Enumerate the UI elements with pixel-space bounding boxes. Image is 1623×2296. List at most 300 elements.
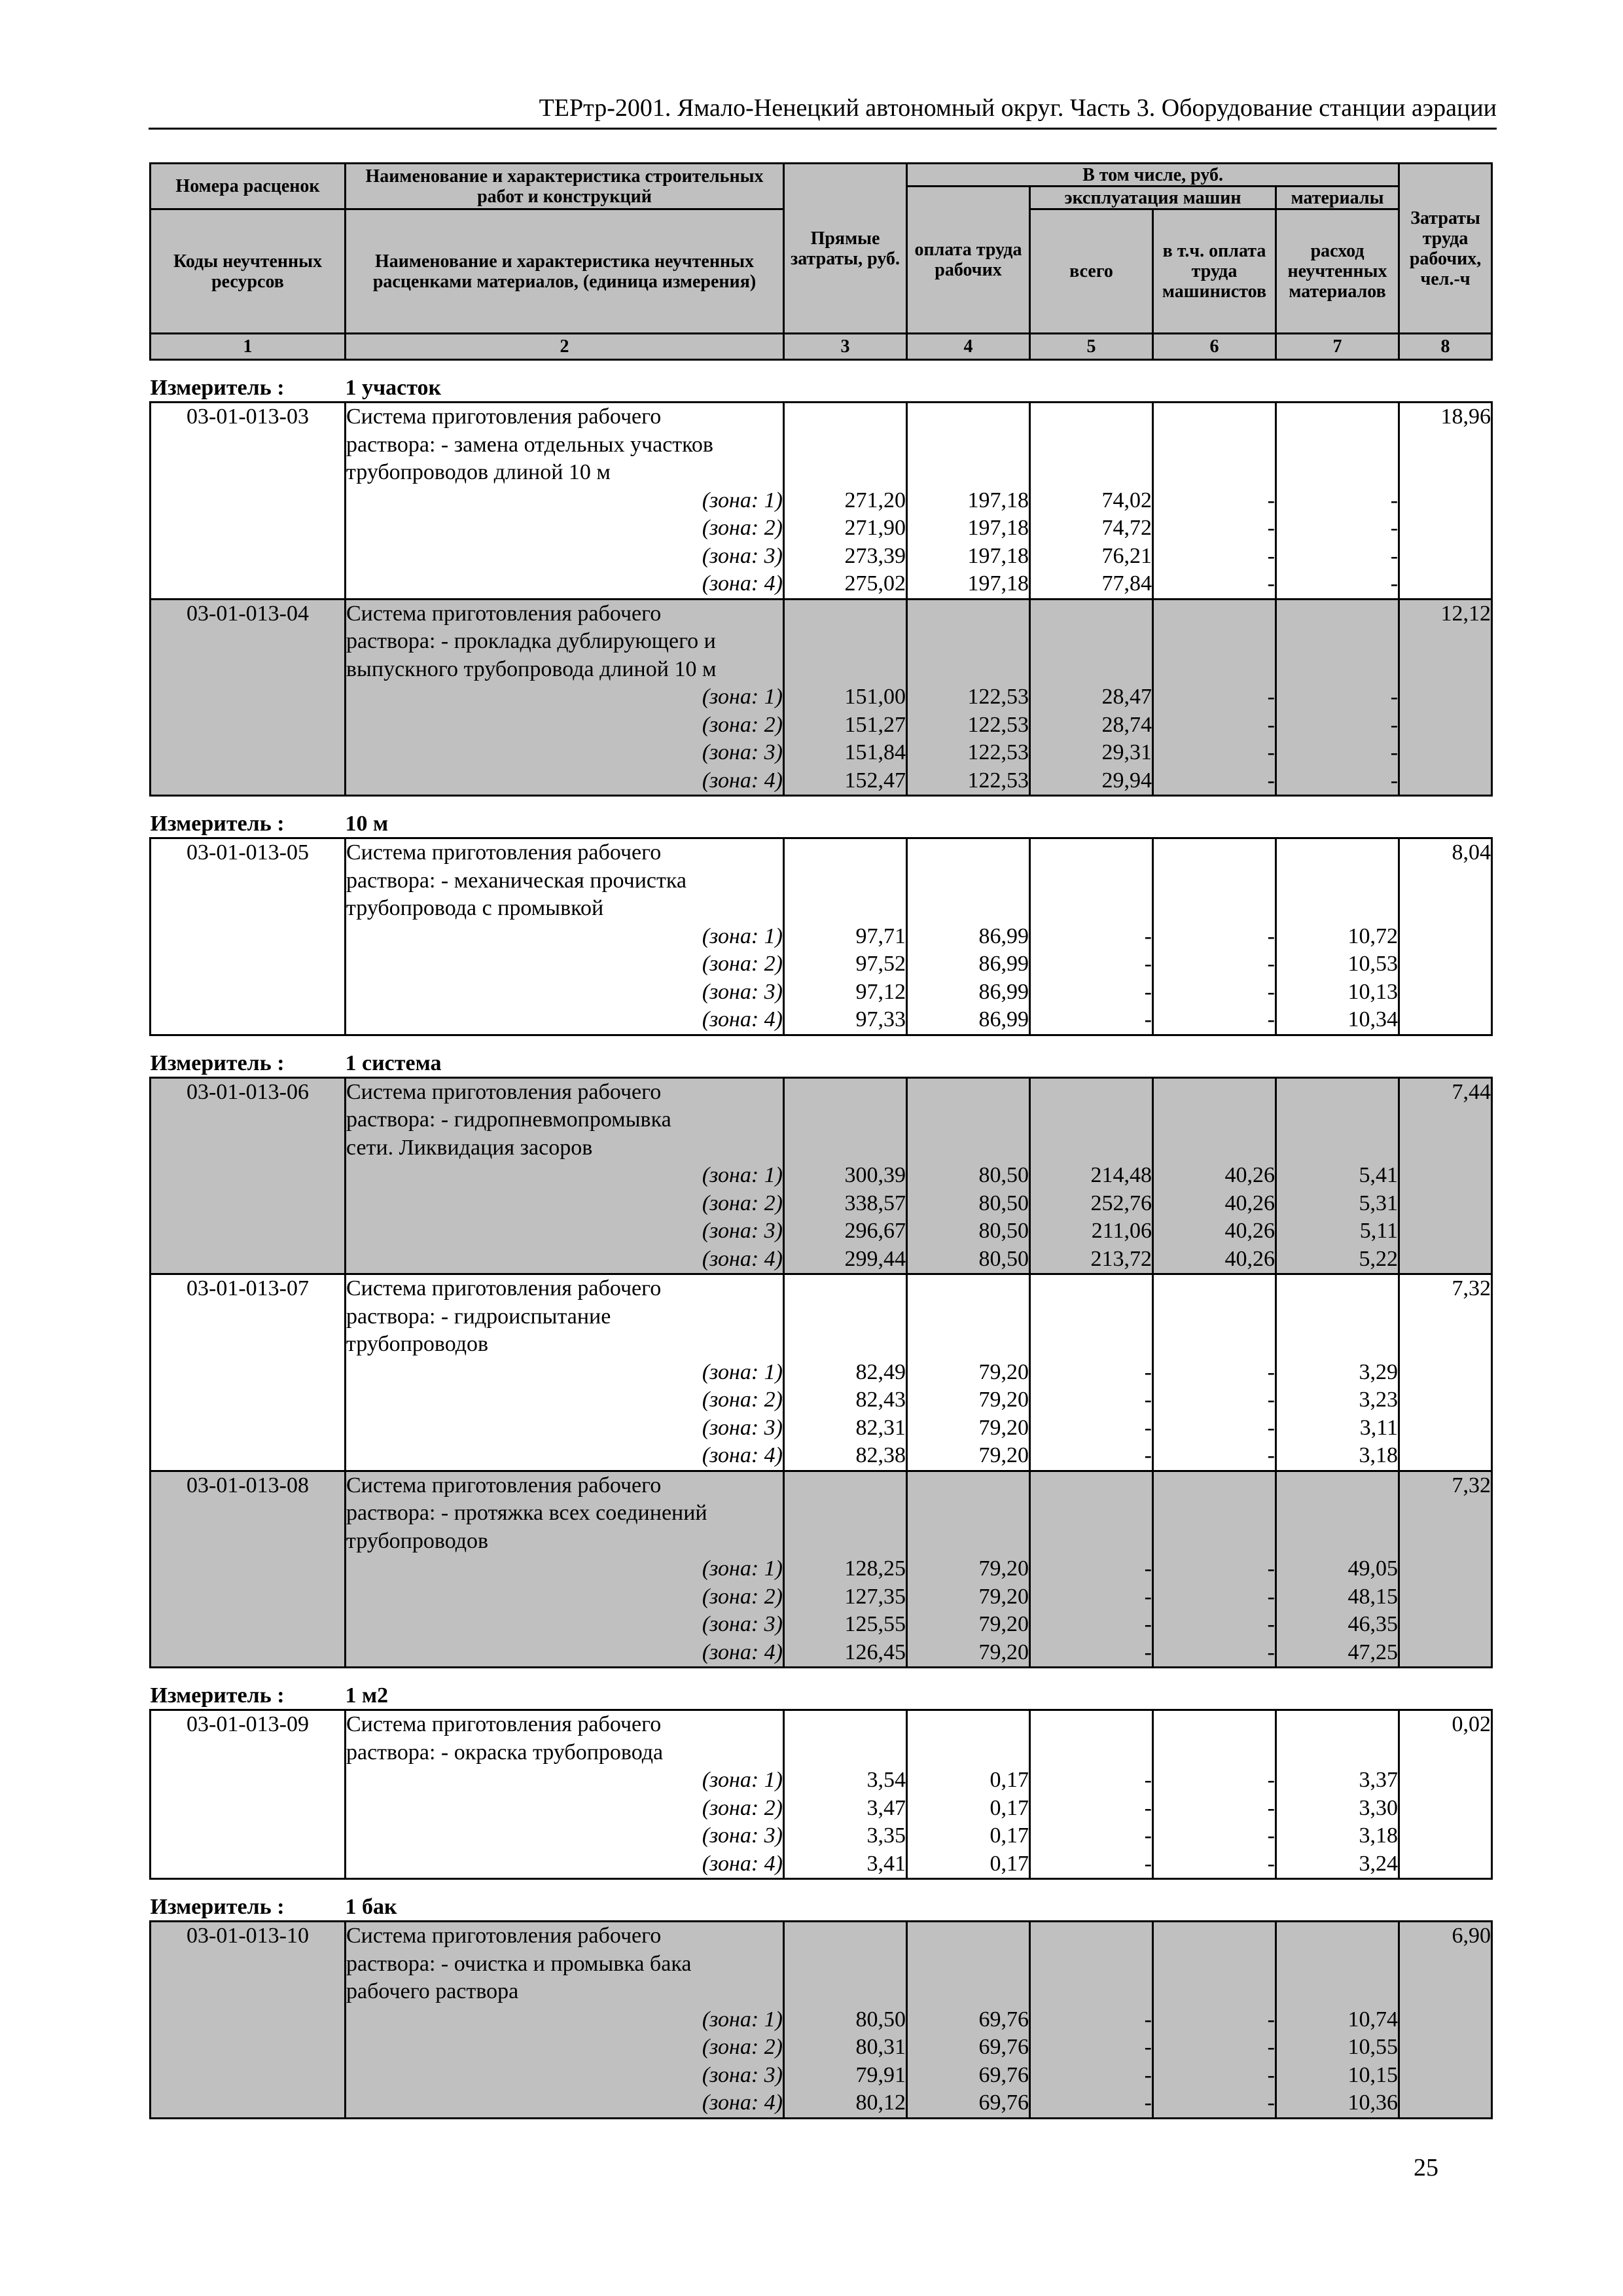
column-number: 3 bbox=[784, 334, 907, 360]
materials-value: 5,31 bbox=[1276, 1190, 1399, 1218]
labor-hours-value: 0,02 bbox=[1399, 1710, 1492, 1739]
header-machine-total: всего bbox=[1030, 209, 1153, 334]
work-description: Система приготовления рабочего bbox=[346, 1274, 784, 1303]
header-materials-name: Наименование и характеристика неучтенных расценками материалов, (единица измерения) bbox=[346, 209, 784, 334]
materials-value: 10,53 bbox=[1276, 950, 1399, 978]
table-row bbox=[151, 1246, 1492, 1274]
machine-operator-pay-value: - bbox=[1153, 1795, 1276, 1823]
work-description: сети. Ликвидация засоров bbox=[346, 1134, 784, 1162]
rate-code bbox=[151, 1006, 346, 1035]
labor-pay-value: 80,50 bbox=[907, 1190, 1030, 1218]
empty-cell bbox=[1153, 656, 1276, 684]
rate-code bbox=[151, 1555, 346, 1583]
zone-label: (зона: 2) bbox=[346, 711, 784, 740]
empty-cell bbox=[907, 867, 1030, 895]
empty-cell bbox=[1276, 838, 1399, 867]
work-description: раствора: - замена отдельных участков bbox=[346, 431, 784, 459]
rate-code bbox=[151, 1246, 346, 1274]
table-row bbox=[151, 950, 1492, 978]
rate-code bbox=[151, 1822, 346, 1850]
empty-cell bbox=[1276, 656, 1399, 684]
rate-code bbox=[151, 978, 346, 1007]
materials-value: 5,22 bbox=[1276, 1246, 1399, 1274]
machine-total-value: - bbox=[1030, 2062, 1153, 2090]
labor-hours-value bbox=[1399, 1795, 1492, 1823]
labor-pay-value: 122,53 bbox=[907, 739, 1030, 767]
work-description: Система приготовления рабочего bbox=[346, 1710, 784, 1739]
materials-value: 3,23 bbox=[1276, 1386, 1399, 1414]
machine-total-value: 29,31 bbox=[1030, 739, 1153, 767]
work-description: раствора: - гидроиспытание bbox=[346, 1303, 784, 1331]
machine-total-value: 28,47 bbox=[1030, 683, 1153, 711]
empty-cell bbox=[1030, 628, 1153, 656]
labor-hours-value bbox=[1399, 2089, 1492, 2118]
machine-operator-pay-value: - bbox=[1153, 1442, 1276, 1471]
empty-cell bbox=[1153, 867, 1276, 895]
measurer-value: 1 м2 bbox=[345, 1683, 389, 1708]
table-row bbox=[151, 1006, 1492, 1035]
machine-operator-pay-value: - bbox=[1153, 514, 1276, 543]
measurer-label: Измеритель : bbox=[150, 1895, 285, 1919]
direct-costs-value: 97,52 bbox=[784, 950, 907, 978]
table-row bbox=[151, 1274, 1492, 1303]
labor-hours-value bbox=[1399, 1134, 1492, 1162]
machine-total-value: - bbox=[1030, 1359, 1153, 1387]
rate-code: 03-01-013-10 bbox=[151, 1922, 346, 1950]
machine-operator-pay-value: 40,26 bbox=[1153, 1246, 1276, 1274]
empty-cell bbox=[1030, 1739, 1153, 1767]
table-row bbox=[151, 1077, 1492, 1106]
price-table bbox=[149, 162, 1493, 2119]
rate-code bbox=[151, 459, 346, 487]
labor-hours-value: 7,32 bbox=[1399, 1471, 1492, 1499]
measurer-value: 1 бак bbox=[345, 1895, 397, 1919]
materials-value: 10,36 bbox=[1276, 2089, 1399, 2118]
header-codes-unaccounted: Коды неучтенных ресурсов bbox=[151, 209, 346, 334]
table-row bbox=[151, 1639, 1492, 1668]
labor-hours-value: 12,12 bbox=[1399, 599, 1492, 628]
zone-label: (зона: 3) bbox=[346, 1822, 784, 1850]
work-description: Система приготовления рабочего bbox=[346, 403, 784, 431]
zone-label: (зона: 1) bbox=[346, 487, 784, 515]
work-description: трубопроводов длиной 10 м bbox=[346, 459, 784, 487]
table-row bbox=[151, 683, 1492, 711]
table-row bbox=[151, 403, 1492, 431]
rate-code bbox=[151, 1795, 346, 1823]
machine-total-value: - bbox=[1030, 1006, 1153, 1035]
rate-code bbox=[151, 1611, 346, 1639]
labor-hours-value bbox=[1399, 1611, 1492, 1639]
empty-cell bbox=[1276, 1710, 1399, 1739]
column-number: 4 bbox=[907, 334, 1030, 360]
empty-cell bbox=[1276, 1303, 1399, 1331]
header-machine-operation: эксплуатация машин bbox=[1030, 187, 1276, 209]
machine-operator-pay-value: - bbox=[1153, 1583, 1276, 1611]
empty-cell bbox=[1276, 1528, 1399, 1556]
rate-code bbox=[151, 514, 346, 543]
table-row bbox=[151, 1528, 1492, 1556]
rate-code bbox=[151, 1978, 346, 2006]
labor-pay-value: 86,99 bbox=[907, 1006, 1030, 1035]
empty-cell bbox=[1276, 867, 1399, 895]
labor-pay-value: 122,53 bbox=[907, 711, 1030, 740]
direct-costs-value: 338,57 bbox=[784, 1190, 907, 1218]
measurer-value: 1 участок bbox=[345, 376, 442, 400]
machine-total-value: 76,21 bbox=[1030, 543, 1153, 571]
table-row bbox=[151, 1922, 1492, 1950]
labor-pay-value: 79,20 bbox=[907, 1359, 1030, 1387]
empty-cell bbox=[784, 1331, 907, 1359]
machine-operator-pay-value: - bbox=[1153, 2006, 1276, 2034]
rate-code bbox=[151, 1850, 346, 1879]
materials-value: 10,55 bbox=[1276, 2034, 1399, 2062]
materials-value: 3,29 bbox=[1276, 1359, 1399, 1387]
labor-hours-value bbox=[1399, 1583, 1492, 1611]
zone-label: (зона: 1) bbox=[346, 1359, 784, 1387]
empty-cell bbox=[1276, 1331, 1399, 1359]
work-description: рабочего раствора bbox=[346, 1978, 784, 2006]
empty-cell bbox=[784, 1106, 907, 1134]
machine-total-value: 213,72 bbox=[1030, 1246, 1153, 1274]
zone-label: (зона: 3) bbox=[346, 739, 784, 767]
column-number: 8 bbox=[1399, 334, 1492, 360]
materials-value: - bbox=[1276, 739, 1399, 767]
direct-costs-value: 97,71 bbox=[784, 923, 907, 951]
direct-costs-value: 126,45 bbox=[784, 1639, 907, 1668]
labor-hours-value bbox=[1399, 767, 1492, 796]
page-number: 25 bbox=[1414, 2154, 1438, 2181]
empty-cell bbox=[907, 403, 1030, 431]
labor-hours-value bbox=[1399, 1246, 1492, 1274]
machine-operator-pay-value: - bbox=[1153, 2089, 1276, 2118]
machine-total-value: 214,48 bbox=[1030, 1162, 1153, 1190]
rate-code bbox=[151, 867, 346, 895]
rate-code bbox=[151, 543, 346, 571]
rate-code: 03-01-013-03 bbox=[151, 403, 346, 431]
empty-cell bbox=[1153, 895, 1276, 923]
table-row bbox=[151, 543, 1492, 571]
labor-pay-value: 80,50 bbox=[907, 1246, 1030, 1274]
labor-hours-value bbox=[1399, 1822, 1492, 1850]
rate-code: 03-01-013-08 bbox=[151, 1471, 346, 1499]
table-row bbox=[151, 570, 1492, 599]
materials-value: 3,37 bbox=[1276, 1767, 1399, 1795]
machine-operator-pay-value: - bbox=[1153, 978, 1276, 1007]
machine-operator-pay-value: - bbox=[1153, 1414, 1276, 1443]
rate-code bbox=[151, 1950, 346, 1979]
rate-code bbox=[151, 1767, 346, 1795]
empty-cell bbox=[784, 895, 907, 923]
materials-value: - bbox=[1276, 767, 1399, 796]
machine-operator-pay-value: 40,26 bbox=[1153, 1190, 1276, 1218]
labor-hours-value bbox=[1399, 1303, 1492, 1331]
machine-operator-pay-value: 40,26 bbox=[1153, 1217, 1276, 1246]
zone-label: (зона: 3) bbox=[346, 1611, 784, 1639]
rate-code: 03-01-013-09 bbox=[151, 1710, 346, 1739]
labor-hours-value bbox=[1399, 2006, 1492, 2034]
empty-cell bbox=[907, 1077, 1030, 1106]
materials-value: - bbox=[1276, 711, 1399, 740]
labor-hours-value bbox=[1399, 1217, 1492, 1246]
header-machine-operator-pay: в т.ч. оплата труда машинистов bbox=[1153, 209, 1276, 334]
labor-hours-value bbox=[1399, 1106, 1492, 1134]
zone-label: (зона: 4) bbox=[346, 1850, 784, 1879]
labor-pay-value: 86,99 bbox=[907, 950, 1030, 978]
table-row bbox=[151, 2006, 1492, 2034]
rate-code bbox=[151, 1499, 346, 1528]
machine-operator-pay-value: - bbox=[1153, 2034, 1276, 2062]
empty-cell bbox=[907, 1471, 1030, 1499]
empty-cell bbox=[907, 1303, 1030, 1331]
labor-pay-value: 197,18 bbox=[907, 487, 1030, 515]
direct-costs-value: 80,31 bbox=[784, 2034, 907, 2062]
zone-label: (зона: 1) bbox=[346, 1162, 784, 1190]
machine-total-value: - bbox=[1030, 1850, 1153, 1879]
direct-costs-value: 82,38 bbox=[784, 1442, 907, 1471]
empty-cell bbox=[1030, 1077, 1153, 1106]
machine-operator-pay-value: - bbox=[1153, 1359, 1276, 1387]
empty-cell bbox=[784, 1978, 907, 2006]
zone-label: (зона: 4) bbox=[346, 1246, 784, 1274]
empty-cell bbox=[1153, 1303, 1276, 1331]
labor-pay-value: 79,20 bbox=[907, 1555, 1030, 1583]
measurer-row bbox=[151, 1668, 1492, 1710]
labor-hours-value bbox=[1399, 1639, 1492, 1668]
empty-cell bbox=[907, 1106, 1030, 1134]
labor-pay-value: 69,76 bbox=[907, 2062, 1030, 2090]
labor-pay-value: 0,17 bbox=[907, 1822, 1030, 1850]
rate-code bbox=[151, 1386, 346, 1414]
empty-cell bbox=[784, 1922, 907, 1950]
direct-costs-value: 271,20 bbox=[784, 487, 907, 515]
table-row bbox=[151, 431, 1492, 459]
rate-code bbox=[151, 1331, 346, 1359]
table-row bbox=[151, 1303, 1492, 1331]
table-row bbox=[151, 1710, 1492, 1739]
labor-pay-value: 79,20 bbox=[907, 1611, 1030, 1639]
empty-cell bbox=[1030, 1950, 1153, 1979]
measurer-row bbox=[151, 1035, 1492, 1077]
column-number: 6 bbox=[1153, 334, 1276, 360]
table-row bbox=[151, 1190, 1492, 1218]
direct-costs-value: 151,00 bbox=[784, 683, 907, 711]
labor-hours-value bbox=[1399, 1767, 1492, 1795]
machine-total-value: 74,02 bbox=[1030, 487, 1153, 515]
table-row bbox=[151, 1442, 1492, 1471]
machine-operator-pay-value: - bbox=[1153, 2062, 1276, 2090]
labor-hours-value: 6,90 bbox=[1399, 1922, 1492, 1950]
materials-value: 10,74 bbox=[1276, 2006, 1399, 2034]
header-materials-unaccounted: расход неучтенных материалов bbox=[1276, 209, 1399, 334]
empty-cell bbox=[1153, 628, 1276, 656]
empty-cell bbox=[1030, 1471, 1153, 1499]
machine-total-value: 28,74 bbox=[1030, 711, 1153, 740]
machine-total-value: - bbox=[1030, 978, 1153, 1007]
table-row bbox=[151, 1739, 1492, 1767]
rate-code bbox=[151, 683, 346, 711]
zone-label: (зона: 1) bbox=[346, 923, 784, 951]
table-row bbox=[151, 1850, 1492, 1879]
direct-costs-value: 82,49 bbox=[784, 1359, 907, 1387]
machine-total-value: 211,06 bbox=[1030, 1217, 1153, 1246]
machine-total-value: - bbox=[1030, 1442, 1153, 1471]
zone-label: (зона: 2) bbox=[346, 1795, 784, 1823]
empty-cell bbox=[1030, 1978, 1153, 2006]
labor-pay-value: 69,76 bbox=[907, 2006, 1030, 2034]
table-row bbox=[151, 1414, 1492, 1443]
labor-hours-value bbox=[1399, 514, 1492, 543]
empty-cell bbox=[1153, 838, 1276, 867]
work-description: трубопроводов bbox=[346, 1331, 784, 1359]
zone-label: (зона: 4) bbox=[346, 1639, 784, 1668]
labor-hours-value: 18,96 bbox=[1399, 403, 1492, 431]
table-row bbox=[151, 1611, 1492, 1639]
machine-total-value: - bbox=[1030, 2006, 1153, 2034]
labor-hours-value bbox=[1399, 1978, 1492, 2006]
labor-pay-value: 197,18 bbox=[907, 570, 1030, 599]
rate-code bbox=[151, 570, 346, 599]
labor-hours-value bbox=[1399, 628, 1492, 656]
materials-value: 3,30 bbox=[1276, 1795, 1399, 1823]
labor-hours-value bbox=[1399, 1359, 1492, 1387]
machine-total-value: - bbox=[1030, 923, 1153, 951]
measurer-row bbox=[151, 1879, 1492, 1922]
table-row bbox=[151, 895, 1492, 923]
machine-total-value: - bbox=[1030, 1639, 1153, 1668]
empty-cell bbox=[784, 403, 907, 431]
empty-cell bbox=[1153, 1499, 1276, 1528]
direct-costs-value: 151,27 bbox=[784, 711, 907, 740]
measurer-row bbox=[151, 796, 1492, 838]
zone-label: (зона: 3) bbox=[346, 543, 784, 571]
measurer-label: Измеритель : bbox=[150, 1683, 285, 1708]
materials-value: 10,34 bbox=[1276, 1006, 1399, 1035]
labor-hours-value bbox=[1399, 1386, 1492, 1414]
empty-cell bbox=[1030, 459, 1153, 487]
labor-hours-value bbox=[1399, 1950, 1492, 1979]
materials-value: - bbox=[1276, 487, 1399, 515]
empty-cell bbox=[1030, 403, 1153, 431]
labor-hours-value: 7,32 bbox=[1399, 1274, 1492, 1303]
materials-value: 47,25 bbox=[1276, 1639, 1399, 1668]
empty-cell bbox=[1030, 1303, 1153, 1331]
rate-code bbox=[151, 628, 346, 656]
rate-code bbox=[151, 711, 346, 740]
labor-pay-value: 122,53 bbox=[907, 767, 1030, 796]
empty-cell bbox=[907, 431, 1030, 459]
labor-hours-value bbox=[1399, 739, 1492, 767]
empty-cell bbox=[784, 1710, 907, 1739]
empty-cell bbox=[1153, 1134, 1276, 1162]
rate-code: 03-01-013-05 bbox=[151, 838, 346, 867]
empty-cell bbox=[907, 459, 1030, 487]
labor-hours-value bbox=[1399, 895, 1492, 923]
empty-cell bbox=[1153, 1274, 1276, 1303]
empty-cell bbox=[1030, 1274, 1153, 1303]
machine-operator-pay-value: - bbox=[1153, 1767, 1276, 1795]
empty-cell bbox=[1153, 403, 1276, 431]
empty-cell bbox=[1153, 1950, 1276, 1979]
labor-pay-value: 122,53 bbox=[907, 683, 1030, 711]
empty-cell bbox=[1276, 1950, 1399, 1979]
empty-cell bbox=[1153, 1528, 1276, 1556]
table-row bbox=[151, 1822, 1492, 1850]
rate-code: 03-01-013-06 bbox=[151, 1077, 346, 1106]
work-description: Система приготовления рабочего bbox=[346, 1922, 784, 1950]
labor-hours-value bbox=[1399, 1850, 1492, 1879]
column-number: 5 bbox=[1030, 334, 1153, 360]
empty-cell bbox=[1276, 1739, 1399, 1767]
empty-cell bbox=[784, 838, 907, 867]
materials-value: 5,11 bbox=[1276, 1217, 1399, 1246]
labor-hours-value bbox=[1399, 1528, 1492, 1556]
table-row bbox=[151, 978, 1492, 1007]
column-number: 2 bbox=[346, 334, 784, 360]
labor-hours-value bbox=[1399, 683, 1492, 711]
direct-costs-value: 82,43 bbox=[784, 1386, 907, 1414]
work-description: раствора: - прокладка дублирующего и bbox=[346, 628, 784, 656]
column-number: 7 bbox=[1276, 334, 1399, 360]
table-row bbox=[151, 923, 1492, 951]
materials-value: - bbox=[1276, 514, 1399, 543]
labor-hours-value bbox=[1399, 1739, 1492, 1767]
empty-cell bbox=[907, 1134, 1030, 1162]
zone-label: (зона: 1) bbox=[346, 683, 784, 711]
machine-operator-pay-value: - bbox=[1153, 767, 1276, 796]
empty-cell bbox=[784, 1274, 907, 1303]
empty-cell bbox=[1276, 628, 1399, 656]
work-description: Система приготовления рабочего bbox=[346, 1077, 784, 1106]
empty-cell bbox=[784, 867, 907, 895]
table-row bbox=[151, 2062, 1492, 2090]
table-row bbox=[151, 1795, 1492, 1823]
empty-cell bbox=[1153, 459, 1276, 487]
labor-hours-value bbox=[1399, 1499, 1492, 1528]
machine-total-value: 74,72 bbox=[1030, 514, 1153, 543]
machine-operator-pay-value: - bbox=[1153, 923, 1276, 951]
empty-cell bbox=[907, 1331, 1030, 1359]
empty-cell bbox=[784, 1739, 907, 1767]
empty-cell bbox=[1030, 1710, 1153, 1739]
direct-costs-value: 151,84 bbox=[784, 739, 907, 767]
header-direct-costs: Прямые затраты, руб. bbox=[784, 164, 907, 334]
zone-label: (зона: 2) bbox=[346, 950, 784, 978]
labor-hours-value bbox=[1399, 1331, 1492, 1359]
measurer-value: 10 м bbox=[345, 812, 389, 836]
direct-costs-value: 296,67 bbox=[784, 1217, 907, 1246]
empty-cell bbox=[1153, 599, 1276, 628]
machine-operator-pay-value: - bbox=[1153, 950, 1276, 978]
labor-pay-value: 86,99 bbox=[907, 923, 1030, 951]
empty-cell bbox=[1030, 1106, 1153, 1134]
machine-total-value: - bbox=[1030, 1555, 1153, 1583]
zone-label: (зона: 1) bbox=[346, 1555, 784, 1583]
empty-cell bbox=[1276, 599, 1399, 628]
direct-costs-value: 97,33 bbox=[784, 1006, 907, 1035]
rate-code bbox=[151, 2089, 346, 2118]
table-row bbox=[151, 628, 1492, 656]
direct-costs-value: 152,47 bbox=[784, 767, 907, 796]
machine-total-value: - bbox=[1030, 1611, 1153, 1639]
table-row bbox=[151, 1386, 1492, 1414]
table-row bbox=[151, 739, 1492, 767]
labor-hours-value: 7,44 bbox=[1399, 1077, 1492, 1106]
machine-total-value: 77,84 bbox=[1030, 570, 1153, 599]
labor-pay-value: 79,20 bbox=[907, 1442, 1030, 1471]
table-row bbox=[151, 1162, 1492, 1190]
empty-cell bbox=[1276, 431, 1399, 459]
work-description: раствора: - гидропневмопромывка bbox=[346, 1106, 784, 1134]
